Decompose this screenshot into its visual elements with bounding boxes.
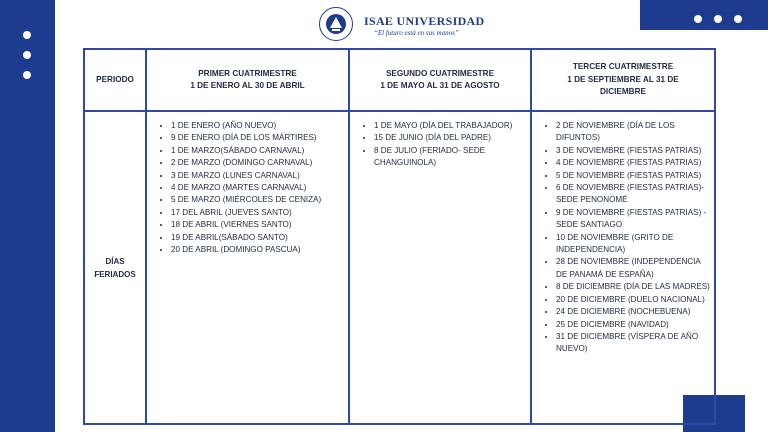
- header-second-term: [349, 49, 531, 111]
- holiday-list-item: • 8 DE DICIEMBRE (DÍA DE LAS MADRES): [556, 281, 710, 293]
- holidays-table: [83, 48, 716, 425]
- holiday-list-item: • 5 DE NOVIEMBRE (FIESTAS PATRIAS): [556, 170, 710, 182]
- holiday-list-item: • 4 DE MARZO (MARTES CARNAVAL): [171, 182, 344, 194]
- row-label-dias-feriados: [84, 111, 146, 424]
- row-label-line-2: FERIADOS: [94, 269, 136, 279]
- first-term-holidays: [146, 111, 349, 424]
- holiday-list-item: • 4 DE NOVIEMBRE (FIESTAS PATRIAS): [556, 157, 710, 169]
- holiday-list-item: • 10 DE NOVIEMBRE (GRITO DE INDEPENDENCIA): [556, 232, 710, 257]
- holiday-list-item: • 24 DE DICIEMBRE (NOCHEBUENA): [556, 306, 710, 318]
- holiday-list-item: • 20 DE DICIEMBRE (DUELO NACIONAL): [556, 294, 710, 306]
- header-third-title: TERCER CUATRIMESTRE: [572, 62, 674, 72]
- header-first-title: PRIMER CUATRIMESTRE: [198, 68, 297, 78]
- decor-dot: [23, 51, 31, 59]
- university-seal-icon: [318, 6, 354, 42]
- holiday-list-item: • 3 DE MARZO (LUNES CARNAVAL): [171, 170, 344, 182]
- holiday-list-item: • 3 DE NOVIEMBRE (FIESTAS PATRIAS): [556, 145, 710, 157]
- second-term-list: [350, 112, 530, 170]
- header-first-range: 1 DE ENERO AL 30 DE ABRIL: [190, 81, 305, 90]
- holiday-list-item: • 20 DE ABRIL (DOMINGO PASCUA): [171, 244, 344, 256]
- row-label-line-1: DÍAS: [105, 256, 125, 266]
- holiday-list-item: • 1 DE MAYO (DÍA DEL TRABAJADOR): [374, 120, 526, 132]
- decor-dot: [734, 15, 742, 23]
- header-third-range-2: DICIEMBRE: [600, 87, 646, 97]
- decor-dot: [23, 31, 31, 39]
- holiday-list-item: • 9 DE NOVIEMBRE (FIESTAS PATRIAS) - SEDE SANTIAGO: [556, 207, 710, 232]
- logo-name: ISAE UNIVERSIDAD: [364, 14, 485, 28]
- holiday-list-item: • 2 DE MARZO (DOMINGO CARNAVAL): [171, 157, 344, 169]
- holiday-list-item: • 9 DE ENERO (DÍA DE LOS MÁRTIRES): [171, 132, 344, 144]
- first-term-list: [147, 112, 348, 256]
- top-right-decor-block: [640, 0, 768, 30]
- header-periodo: [84, 49, 146, 111]
- holiday-list-item: • 15 DE JUNIO (DÍA DEL PADRE): [374, 132, 526, 144]
- header-second-title: SEGUNDO CUATRIMESTRE: [385, 68, 495, 78]
- holiday-list-item: • 8 DE JULIO (FERIADO- SEDE CHANGUINOLA): [374, 145, 526, 170]
- decor-dot: [694, 15, 702, 23]
- header-second-range: 1 DE MAYO AL 31 DE AGOSTO: [380, 81, 500, 90]
- header-periodo-label: PERIODO: [96, 74, 134, 84]
- isae-logo: [318, 6, 488, 42]
- header-third-range-1: 1 DE SEPTIEMBRE AL 31 DE: [567, 74, 679, 84]
- holiday-list-item: • 1 DE ENERO (AÑO NUEVO): [171, 120, 344, 132]
- holiday-list-item: • 18 DE ABRIL (VIERNES SANTO): [171, 219, 344, 231]
- holiday-list-item: • 5 DE MARZO (MIÉRCOLES DE CENIZA): [171, 194, 344, 206]
- logo-slogan: “El futuro está en sus manos”: [374, 29, 459, 37]
- holiday-list-item: • 2 DE NOVIEMBRE (DÍA DE LOS DIFUNTOS): [556, 120, 710, 145]
- header-third-term: [531, 49, 715, 111]
- second-term-holidays: [349, 111, 531, 424]
- third-term-holidays: [531, 111, 715, 424]
- left-decor-bar: [0, 0, 55, 432]
- holiday-list-item: • 6 DE NOVIEMBRE (FIESTAS PATRIAS)- SEDE PENONOMÉ: [556, 182, 710, 207]
- holiday-list-item: • 28 DE NOVIEMBRE (INDEPENDENCIA DE PANAMÁ DE ESPAÑA): [556, 256, 710, 281]
- table-header-row: [84, 49, 715, 111]
- decor-dot: [23, 71, 31, 79]
- holiday-list-item: • 19 DE ABRIL(SÁBADO SANTO): [171, 232, 344, 244]
- holiday-list-item: • 31 DE DICIEMBRE (VÍSPERA DE AÑO NUEVO): [556, 331, 710, 356]
- holiday-list-item: • 25 DE DICIEMBRE (NAVIDAD): [556, 319, 710, 331]
- holiday-list-item: • 1 DE MARZO(SÁBADO CARNAVAL): [171, 145, 344, 157]
- third-term-list: [532, 112, 714, 356]
- decor-dot: [714, 15, 722, 23]
- header-first-term: [146, 49, 349, 111]
- holiday-list-item: • 17 DEL ABRIL (JUEVES SANTO): [171, 207, 344, 219]
- holidays-row: [84, 111, 715, 424]
